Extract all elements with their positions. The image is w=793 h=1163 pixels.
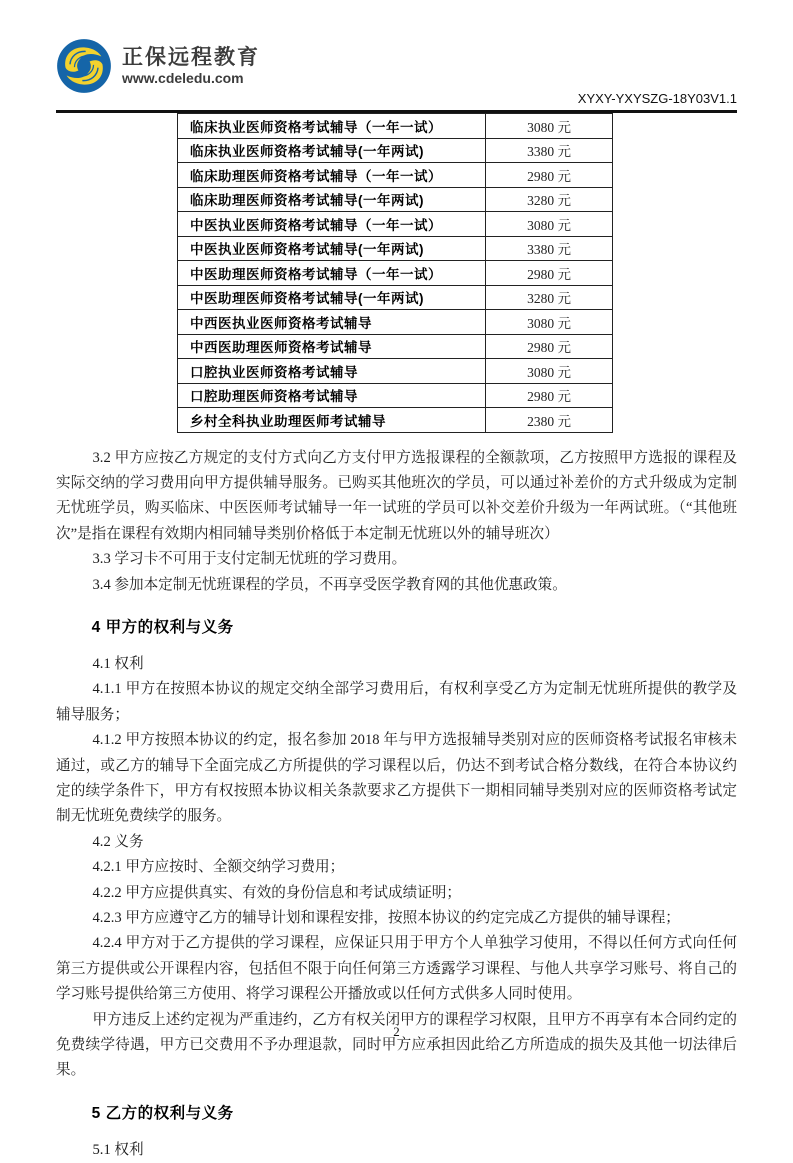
table-row — [178, 334, 613, 359]
clause-4-2-4: 4.2.4 甲方对于乙方提供的学习课程，应保证只用于甲方个人单独学习使用，不得以任何方式向任何第三方提供或公开课程内容，包括但不限于向任何第三方透露学习课程、与他人共享学习账号、将自己的学习账号提供给第三方使用、将学习课程公开播放或以任何方式供多人同时使用。 — [56, 931, 737, 1007]
course-price-cell: 3380 元 — [486, 236, 613, 261]
table-row — [178, 212, 613, 237]
clause-4-1: 4.1 权利 — [56, 652, 737, 677]
clause-4-2-3: 4.2.3 甲方应遵守乙方的辅导计划和课程安排，按照本协议的约定完成乙方提供的辅导课程； — [56, 906, 737, 931]
clause-4-1-1: 4.1.1 甲方在按照本协议的规定交纳全部学习费用后，有权利享受乙方为定制无忧班所提供的教学及辅导服务； — [56, 677, 737, 728]
clause-4-violation: 甲方违反上述约定视为严重违约，乙方有权关闭甲方的课程学习权限，且甲方不再享有本合同约定的免费续学待遇，甲方已交费用不予办理退款，同时甲方应承担因此给乙方所造成的损失及其他一切法律后果。 — [56, 1008, 737, 1084]
clause-3-4: 3.4 参加本定制无忧班课程的学员，不再享受医学教育网的其他优惠政策。 — [56, 573, 737, 598]
course-price-cell: 3080 元 — [486, 114, 613, 139]
brand-url: www.cdeledu.com — [122, 70, 260, 87]
brand-text — [122, 46, 260, 87]
course-name-cell: 临床执业医师资格考试辅导(一年两试) — [178, 138, 486, 163]
course-name-cell: 中医执业医师资格考试辅导(一年两试) — [178, 236, 486, 261]
brand-name: 正保远程教育 — [122, 46, 260, 70]
brand — [56, 38, 737, 94]
course-name-cell: 中医助理医师资格考试辅导（一年一试） — [178, 261, 486, 286]
page-number: 2 — [0, 1024, 793, 1040]
course-name-cell: 中医执业医师资格考试辅导（一年一试） — [178, 212, 486, 237]
table-row — [178, 310, 613, 335]
course-name-cell: 口腔执业医师资格考试辅导 — [178, 359, 486, 384]
clause-3-3: 3.3 学习卡不可用于支付定制无忧班的学习费用。 — [56, 547, 737, 572]
course-price-cell: 3280 元 — [486, 285, 613, 310]
course-price-cell: 3080 元 — [486, 359, 613, 384]
table-row — [178, 138, 613, 163]
course-name-cell: 临床助理医师资格考试辅导(一年两试) — [178, 187, 486, 212]
course-price-cell: 3380 元 — [486, 138, 613, 163]
table-row — [178, 236, 613, 261]
course-price-cell: 2980 元 — [486, 261, 613, 286]
table-row — [178, 285, 613, 310]
course-name-cell: 临床助理医师资格考试辅导（一年一试） — [178, 163, 486, 188]
course-name-cell: 临床执业医师资格考试辅导（一年一试） — [178, 114, 486, 139]
clause-4-2-2: 4.2.2 甲方应提供真实、有效的身份信息和考试成绩证明； — [56, 881, 737, 906]
course-price-table — [177, 113, 613, 433]
table-row — [178, 383, 613, 408]
course-name-cell: 中西医助理医师资格考试辅导 — [178, 334, 486, 359]
section-heading-5: 5 乙方的权利与义务 — [56, 1101, 737, 1123]
course-name-cell: 中西医执业医师资格考试辅导 — [178, 310, 486, 335]
course-price-cell: 2980 元 — [486, 334, 613, 359]
clause-4-2-1: 4.2.1 甲方应按时、全额交纳学习费用； — [56, 855, 737, 880]
course-price-cell: 3080 元 — [486, 310, 613, 335]
table-row — [178, 359, 613, 384]
course-name-cell: 中医助理医师资格考试辅导(一年两试) — [178, 285, 486, 310]
course-price-cell: 2380 元 — [486, 408, 613, 433]
course-name-cell: 口腔助理医师资格考试辅导 — [178, 383, 486, 408]
table-row — [178, 114, 613, 139]
document-code: XYXY-YXYSZG-18Y03V1.1 — [578, 91, 737, 106]
course-price-cell: 2980 元 — [486, 163, 613, 188]
page-header — [56, 38, 737, 106]
brand-logo-icon — [56, 38, 112, 94]
clause-4-1-2: 4.1.2 甲方按照本协议的约定，报名参加 2018 年与甲方选报辅导类别对应的医师资格考试报名审核未通过，或乙方的辅导下全面完成乙方所提供的学习课程以后，仍达不到考试合格分数线，在符合本协议约定的续学条件下，甲方有权按照本协议相关条款要求乙方提供下一期相同辅导类别对应的医师资格考试定制无忧班免费续学的服务。 — [56, 728, 737, 830]
table-row — [178, 261, 613, 286]
clause-5-1: 5.1 权利 — [56, 1138, 737, 1163]
course-price-cell: 2980 元 — [486, 383, 613, 408]
course-name-cell: 乡村全科执业助理医师考试辅导 — [178, 408, 486, 433]
table-row — [178, 163, 613, 188]
table-row — [178, 187, 613, 212]
course-price-cell: 3280 元 — [486, 187, 613, 212]
contract-body — [56, 446, 737, 1163]
clause-4-2: 4.2 义务 — [56, 830, 737, 855]
section-heading-4: 4 甲方的权利与义务 — [56, 615, 737, 637]
clause-3-2: 3.2 甲方应按乙方规定的支付方式向乙方支付甲方选报课程的全额款项，乙方按照甲方选报的课程及实际交纳的学习费用向甲方提供辅导服务。已购买其他班次的学员，可以通过补差价的方式升级成为定制无忧班学员，购买临床、中医医师考试辅导一年一试班的学员可以补交差价升级为一年两试班。（“其他班次”是指在课程有效期内相同辅导类别价格低于本定制无忧班以外的辅导班次） — [56, 446, 737, 548]
table-row — [178, 408, 613, 433]
course-price-cell: 3080 元 — [486, 212, 613, 237]
